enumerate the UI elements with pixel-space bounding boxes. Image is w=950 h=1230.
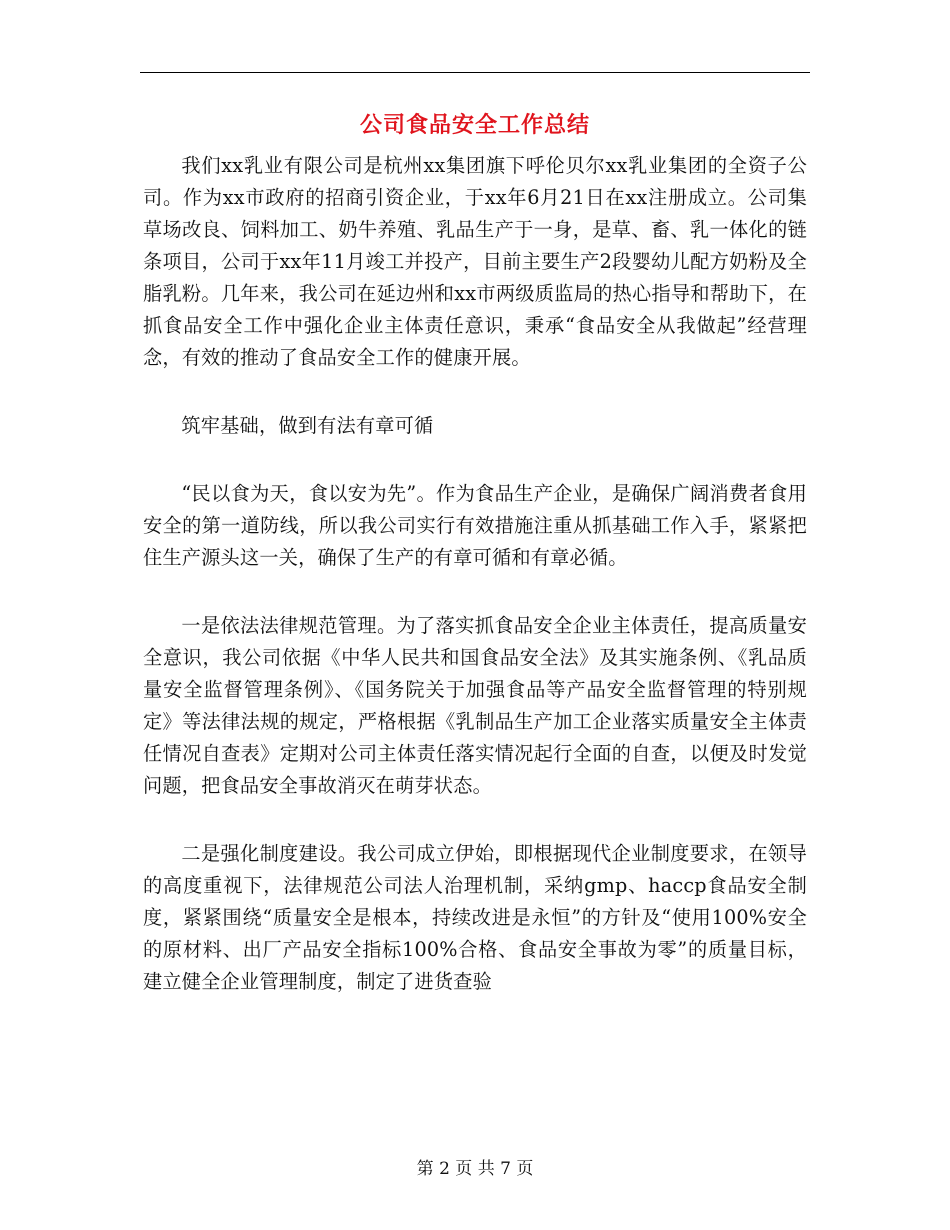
paragraph-intro: 我们xx乳业有限公司是杭州xx集团旗下呼伦贝尔xx乳业集团的全资子公司。作为xx市政府的招商引资企业，于xx年6月21日在xx注册成立。公司集草场改良、饲料加工、奶牛养殖、乳品生产于一身，是草、畜、乳一体化的链条项目，公司于xx年11月竣工并投产，目前主要生产2段婴幼儿配方奶粉及全脂乳粉。几年来，我公司在延边州和xx市两级质监局的热心指导和帮助下，在抓食品安全工作中强化企业主体责任意识，秉承“食品安全从我做起”经营理念，有效的推动了食品安全工作的健康开展。 xyxy=(143,154,807,369)
paragraph-legal-management: 一是依法法律规范管理。为了落实抓食品安全企业主体责任，提高质量安全意识，我公司依据《中华人民共和国食品安全法》及其实施条例、《乳品质量安全监督管理条例》、《国务院关于加强食品等产品安全监督管理的特别规定》等法律法规的规定，严格根据《乳制品生产加工企业落实质量安全主体责任情况自查表》定期对公司主体责任落实情况起行全面的自查，以便及时发觉问题，把食品安全事故消灭在萌芽状态。 xyxy=(143,614,807,797)
paragraph-foundation: “民以食为天，食以安为先”。作为食品生产企业，是确保广阔消费者食用安全的第一道防线，所以我公司实行有效措施注重从抓基础工作入手，紧紧把住生产源头这一关，确保了生产的有章可循和有章必循。 xyxy=(143,482,807,569)
document-title: 公司食品安全工作总结 xyxy=(359,113,590,138)
document-body xyxy=(143,150,807,1034)
page-number: 第 2 页 共 7 页 xyxy=(416,1159,534,1179)
header-rule xyxy=(140,72,810,73)
paragraph-system-building: 二是强化制度建设。我公司成立伊始，即根据现代企业制度要求，在领导的高度重视下，法律规范公司法人治理机制，采纳gmp、haccp食品安全制度，紧紧围绕“质量安全是根本，持续改进是永恒”的方针及“使用100%安全的原材料、出厂产品安全指标100%合格、食品安全事故为零”的质量目标，建立健全企业管理制度，制定了进货查验 xyxy=(143,842,807,993)
section-heading: 筑牢基础，做到有法有章可循 xyxy=(181,414,434,437)
